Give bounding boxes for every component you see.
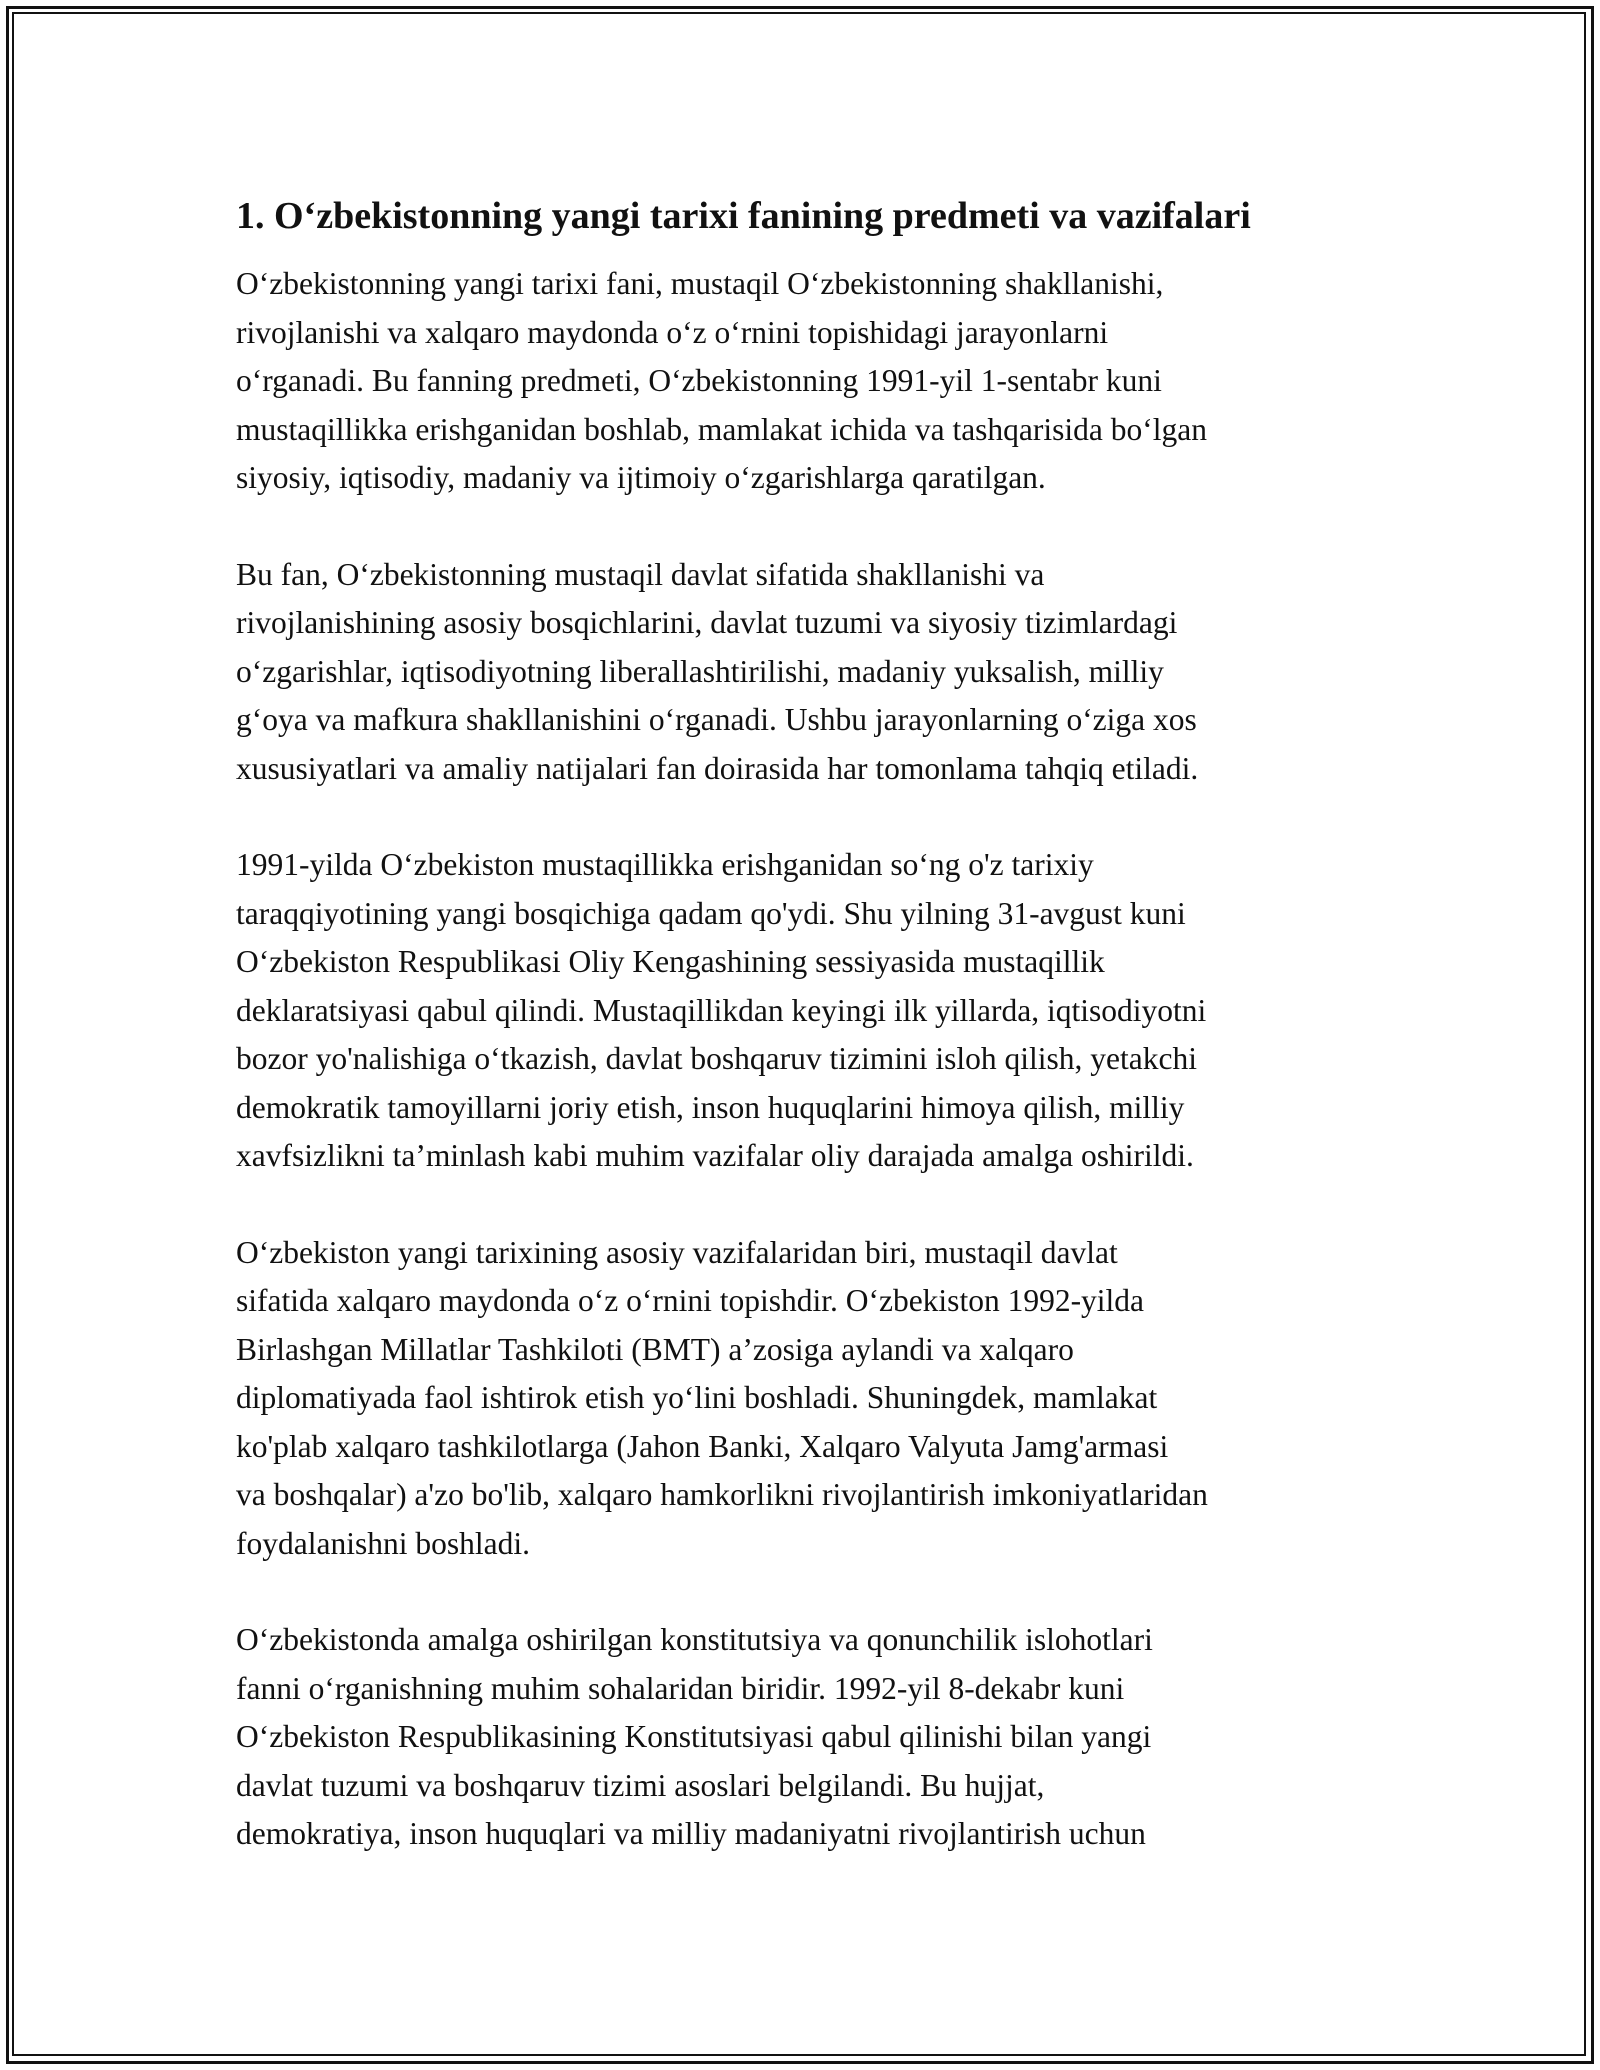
text-line: demokratiya, inson huquqlari va milliy madaniyatni rivojlantirish uchun [236,1816,1146,1851]
text-line: o‘rganadi. Bu fanning predmeti, O‘zbekistonning 1991-yil 1-sentabr kuni [236,363,1162,398]
text-line: g‘oya va mafkura shakllanishini o‘rganadi. Ushbu jarayonlarning o‘ziga xos [236,702,1197,737]
text-line: rivojlanishi va xalqaro maydonda o‘z o‘rnini topishidagi jarayonlarni [236,314,1109,350]
text-line: Birlashgan Millatlar Tashkiloti (BMT) a’zosiga aylandi va xalqaro [236,1331,1074,1367]
text-line: O‘zbekiston Respublikasining Konstitutsiyasi qabul qilinishi bilan yangi [236,1719,1152,1754]
text-line: O‘zbekiston yangi tarixining asosiy vazifalaridan biri, mustaqil davlat [236,1234,1118,1270]
text-line: demokratik tamoyillarni joriy etish, inson huquqlarini himoya qilish, milliy [236,1089,1185,1125]
paragraph [236,260,1376,503]
text-line: davlat tuzumi va boshqaruv tizimi asoslari belgilandi. Bu hujjat, [236,1767,1045,1803]
paragraph [236,841,1376,1181]
text-line: foydalanishni boshladi. [236,1525,530,1561]
text-line: taraqqiyotining yangi bosqichiga qadam qo'ydi. Shu yilning 31-avgust kuni [236,895,1186,931]
text-line: diplomatiyada faol ishtirok etish yo‘lini boshladi. Shuningdek, mamlakat [236,1380,1158,1415]
text-line: O‘zbekistonda amalga oshirilgan konstitutsiya va qonunchilik islohotlari [236,1622,1153,1657]
document-body [236,188,1376,1907]
text-line: deklaratsiyasi qabul qilindi. Mustaqillikdan keyingi ilk yillarda, iqtisodiyotni [236,992,1207,1028]
text-line: bozor yo'nalishiga o‘tkazish, davlat boshqaruv tizimini isloh qilish, yetakchi [236,1041,1197,1076]
paragraph [236,1616,1376,1859]
text-line: rivojlanishining asosiy bosqichlarini, davlat tuzumi va siyosiy tizimlardagi [236,605,1178,640]
text-line: O‘zbekistonning yangi tarixi fani, mustaqil O‘zbekistonning shakllanishi, [236,266,1164,301]
text-line: 1991-yilda O‘zbekiston mustaqillikka erishganidan so‘ng o'z tarixiy [236,847,1094,882]
text-line: ko'plab xalqaro tashkilotlarga (Jahon Banki, Xalqaro Valyuta Jamg'armasi [236,1428,1169,1464]
text-line: sifatida xalqaro maydonda o‘z o‘rnini topishdir. O‘zbekiston 1992-yilda [236,1283,1145,1318]
text-line: o‘zgarishlar, iqtisodiyotning liberallashtirilishi, madaniy yuksalish, milliy [236,653,1164,689]
text-line: mustaqillikka erishganidan boshlab, mamlakat ichida va tashqarisida bo‘lgan [236,411,1207,447]
text-line: va boshqalar) a'zo bo'lib, xalqaro hamkorlikni rivojlantirish imkoniyatlaridan [236,1477,1208,1512]
text-line: O‘zbekiston Respublikasi Oliy Kengashining sessiyasida mustaqillik [236,944,1105,979]
paragraph [236,551,1376,794]
text-line: siyosiy, iqtisodiy, madaniy va ijtimoiy o‘zgarishlarga qaratilgan. [236,460,1046,495]
text-line: xususiyatlari va amaliy natijalari fan doirasida har tomonlama tahqiq etiladi. [236,750,1199,786]
paragraph [236,1229,1376,1569]
section-heading: 1. O‘zbekistonning yangi tarixi fanining predmeti va vazifalari [236,195,1251,237]
text-line: fanni o‘rganishning muhim sohalaridan biridir. 1992-yil 8-dekabr kuni [236,1670,1125,1706]
text-line: xavfsizlikni ta’minlash kabi muhim vazifalar oliy darajada amalga oshirildi. [236,1138,1194,1173]
text-line: Bu fan, O‘zbekistonning mustaqil davlat sifatida shakllanishi va [236,556,1045,592]
